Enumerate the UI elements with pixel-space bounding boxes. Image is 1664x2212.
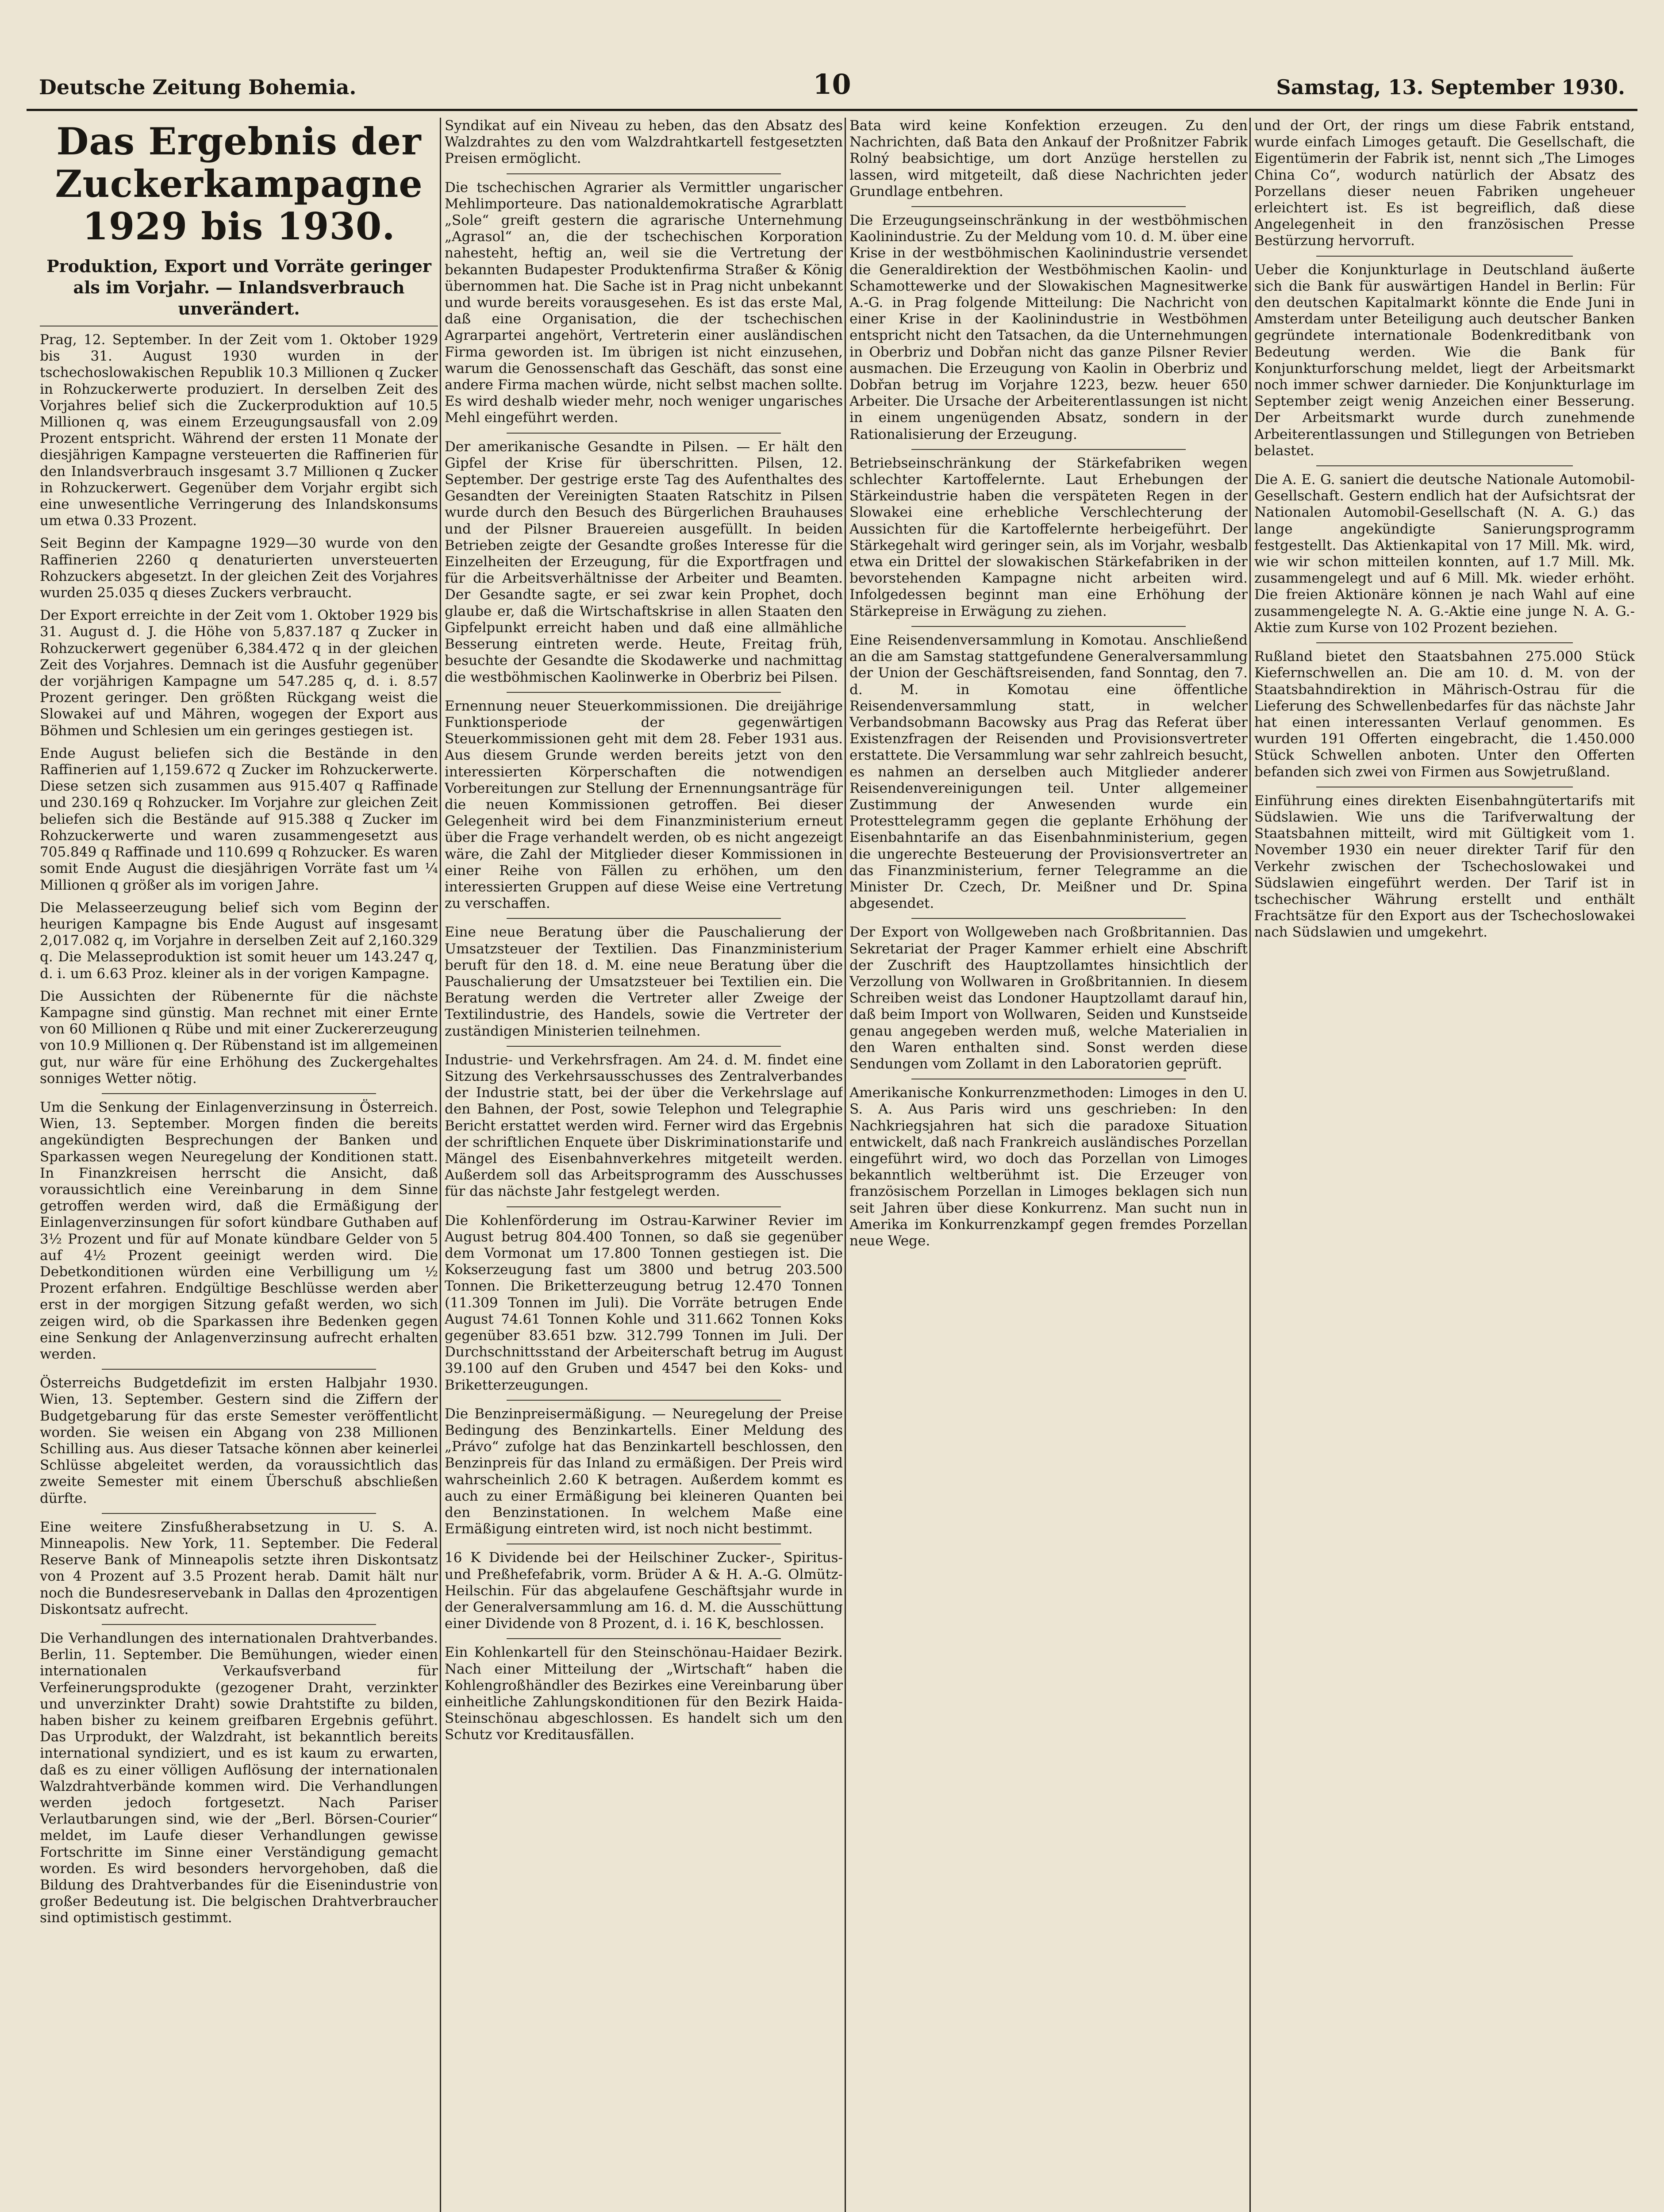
page-number: 10 [813,68,851,100]
news-item: 16 K Dividende bei der Heilschiner Zucker-, Spiritus- und Preßhefefabrik, vorm. Brüder A & H. A.-G. Olmütz-Heilschin. Für das abgelaufene Geschäftsjahr wurde in der Generalversammlung am 16. d. M. die Ausschüttung einer Dividende von 8 Prozent, d. i. 16 K, beschlossen. [445,1550,843,1632]
rule [1316,465,1573,466]
rule [911,626,1186,627]
column-divider [440,118,441,2212]
news-item: Die Benzinpreisermäßigung. — Neuregelung der Preise Bedingung des Benzinkartells. Einer Meldung des „Právo“ zufolge hat das Benzinkartell beschlossen, den Benzinpreis für das Inland zu ermäßigen. Der Preis wird wahrscheinlich 2.60 K betragen. Außerdem kommt es auch zu einer Ermäßigung bei kleineren Quanten bei den Benzinstationen. In welchem Maße eine Ermäßigung eintreten wird, ist noch nicht bestimmt. [445,1406,843,1537]
news-item: Der amerikanische Gesandte in Pilsen. — Er hält den Gipfel der Krise für überschritten. Pilsen, 12. September. Der gestrige erste Tag des Aufenthaltes des Gesandten der Vereinigten Staaten Ratschitz in Pilsen wurde durch den Besuch des Bürgerlichen Brauhauses und der Pilsner Brauereien ausgefüllt. In beiden Betrieben zeigte der Gesandte großes Interesse für die Einzelheiten der Erzeugung, für die Exportfragen und für die Arbeitsverhältnisse der Arbeiter und Beamten. Der Gesandte sagte, er sei zwar kein Prophet, doch glaube er, daß die Wirtschaftskrise in allen Staaten den Gipfelpunkt erreicht haben und daß eine allmähliche Besserung eintreten werde. Heute, Freitag früh, besuchte der Gesandte die Skodawerke und nachmittag die westböhmischen Kaolinwerke in Oberbriz bei Pilsen. [445,438,843,685]
rule [507,433,781,434]
news-item: Eine weitere Zinsfußherabsetzung in U. S. A. Minneapolis. New York, 11. September. Die Federal Reserve Bank of Minneapolis setzte ihren Diskontsatz von 4 Prozent auf 3.5 Prozent herab. Damit hält nur noch die Bundesreservebank in Dallas den 4prozentigen Diskontsatz aufrecht. [40,1519,438,1617]
news-item: Bata wird keine Konfektion erzeugen. Zu den Nachrichten, daß Bata den Ankauf der Proßnitzer Fabrik Rolný beabsichtige, um dort Anzüge herstellen zu lassen, wird mitgeteilt, daß diese Nachrichten jeder Grundlage entbehren. [849,118,1248,200]
news-item: Eine Reisendenversammlung in Komotau. Anschließend an die am Samstag stattgefundene Generalversammlung der Union der Geschäftsreisenden, fand Sonntag, den 7. d. M. in Komotau eine öffentliche Reisendenversammlung statt, in welcher Verbandsobmann Bacowsky aus Prag das Referat über Existenzfragen der Reisenden und Provisionsvertreter erstattete. Die Versammlung war sehr zahlreich besucht, es nahmen an derselben auch Mitglieder anderer Reisendenvereinigungen teil. Unter allgemeiner Zustimmung der Anwesenden wurde ein Protesttelegramm gegen die geplante Erhöhung der Eisenbahntarife an das Eisenbahnministerium, gegen die ungerechte Besteuerung der Provisionsvertreter an das Finanzministerium, ferner Telegramme an die Minister Dr. Czech, Dr. Meißner und Dr. Spina abgesendet. [849,632,1248,912]
news-item: Industrie- und Verkehrsfragen. Am 24. d. M. findet eine Sitzung des Verkehrsausschusses des Zentralverbandes der Industrie statt, bei der über die Verkehrslage auf den Bahnen, der Post, sowie Telephon und Telegraphie Bericht erstattet werden wird. Ferner wird das Ergebnis der schriftlichen Enquete über Diskriminationstarife und Mängel des Eisenbahnverkehres mitgeteilt werden. Außerdem soll das Arbeitsprogramm des Ausschusses für das nächste Jahr festgelegt werden. [445,1052,843,1200]
column-divider [845,118,846,2212]
rule [102,1513,376,1514]
article-paragraph: Ende August beliefen sich die Bestände in den Raffinerien auf 1,159.672 q Zucker im Rohzuckerwerte. Diese setzen sich zusammen aus 915.407 q Raffinade und 230.169 q Rohzucker. Im Vorjahre zur gleichen Zeit beliefen sich die Bestände auf 915.388 q Zucker im Rohzuckerwerte und waren zusammengesetzt aus 705.849 q Raffinade und 110.699 q Rohzucker. Es waren somit Ende August die diesjährigen Vorräte fast um ¼ Millionen q größer als im vorigen Jahre. [40,745,438,893]
rule [507,1046,781,1047]
article-paragraph: Prag, 12. September. In der Zeit vom 1. Oktober 1929 bis 31. August 1930 wurden in der tschechoslowakischen Republik 10.3 Millionen q Zucker in Rohzuckerwerte produziert. In derselben Zeit des Vorjahres belief sich die Zuckerproduktion auf 10.5 Millionen q, was einem Erzeugungsausfall von 2.09 Prozent entspricht. Während der ersten 11 Monate der diesjährigen Kampagne versteuerten die Raffinerien für den Inlandsverbrauch insgesamt 3.7 Millionen q Zucker in Rohzuckerwert. Gegenüber dem Vorjahr ergibt sich eine unwesentliche Verringerung des Inlandskonsums um etwa 0.33 Prozent. [40,332,438,529]
news-item: Betriebseinschränkung der Stärkefabriken wegen schlechter Kartoffelernte. Laut Erhebungen der Stärkeindustrie haben die verspäteten Regen in der Slowakei eine erhebliche Verschlechterung der Aussichten für die Kartoffelernte herbeigeführt. Der Stärkegehalt wird geringer sein, als im Vorjahr, wesbalb etwa ein Drittel der slowakischen Stärkefabriken in der bevorstehenden Kampagne nicht arbeiten wird. Infolgedessen beginnt man eine Erhöhung der Stärkepreise in Erwägung zu ziehen. [849,455,1248,619]
rule [507,1400,781,1401]
article-paragraph: Die Melasseerzeugung belief sich vom Beginn der heurigen Kampagne bis Ende August auf insgesamt 2,017.082 q, im Vorjahre in derselben Zeit auf 2,160.329 q. Die Melasseproduktion ist somit heuer um 143.247 q, d. i. um 6.63 Proz. kleiner als in der vorigen Kampagne. [40,899,438,982]
rule [102,1624,376,1625]
news-item: und der Ort, der rings um diese Fabrik entstand, wurde einfach Limoges getauft. Die Gesellschaft, die Eigentümerin der Fabrik ist, nennt sich „The Limoges China Co“, wodurch natürlich der Absatz des Porzellans dieser neuen Fabriken ungeheuer erleichtert ist. Es ist begreiflich, daß diese Angelegenheit in den französischen Presse Bestürzung hervorruft. [1254,118,1635,249]
column-1 [40,118,438,2212]
rule [911,449,1186,450]
rule [507,1638,781,1639]
news-item: Rußland bietet den Staatsbahnen 275.000 Stück Kiefernschwellen an. Die am 10. d. M. von der Staatsbahndirektion in Mährisch-Ostrau für die Lieferung des Schwellenbedarfes für das nächste Jahr hat einen interessanten Verlauf genommen. Es wurden 191 Offerten eingebracht, die 1.450.000 Stück Schwellen anboten. Unter den Offerten befanden sich zwei von Firmen aus Sowjetrußland. [1254,649,1635,780]
rule [911,918,1186,919]
news-item: Syndikat auf ein Niveau zu heben, das den Absatz des Walzdrahtes zu den vom Walzdrahtkartell festgesetzten Preisen ermöglicht. [445,118,843,167]
news-item: Die Kohlenförderung im Ostrau-Karwiner Revier im August betrug 804.400 Tonnen, so daß sie gegenüber dem Vormonat um 17.800 Tonnen gestiegen ist. Die Kokserzeugung fast um 3800 und betrug 203.500 Tonnen. Die Briketterzeugung betrug 12.470 Tonnen (11.309 Tonnen im Juli). Die Vorräte betrugen Ende August 74.61 Tonnen Kohle und 311.662 Tonnen Koks gegenüber 83.651 bzw. 312.799 Tonnen im Juli. Der Durchschnittsstand der Arbeiterschaft betrug im August 39.100 auf den Gruben und 4547 bei den Koks- und Briketterzeugungen. [445,1212,843,1393]
news-item: Einführung eines direkten Eisenbahngütertarifs mit Südslawien. Wie uns die Tarifverwaltung der Staatsbahnen mitteilt, wird mit Gültigkeit vom 1. November 1930 ein neuer direkter Tarif für den Verkehr zwischen der Tschechoslowakei und Südslawien eingeführt werden. Der Tarif ist in tschechischer Währung erstellt und enthält Frachtsätze für den Export aus der Tschechoslowakei nach Südslawien und umgekehrt. [1254,792,1635,941]
news-item: Die Verhandlungen des internationalen Drahtverbandes. Berlin, 11. September. Die Bemühungen, wieder einen internationalen Verkaufsverband für Verfeinerungsprodukte (gezogener Draht, verzinkter und unverzinkter Draht) sowie Drahtstifte zu bilden, haben bisher zu keinem greifbaren Ergebnis geführt. Das Urprodukt, der Walzdraht, ist bekanntlich bereits international syndiziert, und es ist kaum zu erwarten, daß es zu einer völligen Auflösung der internationalen Walzdrahtverbände kommen wird. Die Verhandlungen werden jedoch fortgesetzt. Nach Pariser Verlautbarungen sind, wie der „Berl. Börsen-Courier“ meldet, im Laufe dieser Verhandlungen gewisse Fortschritte im Sinne einer Verständigung gemacht worden. Es wird besonders hervorgehoben, daß die Bildung des Drahtverbandes für die Eisenindustrie von großer Bedeutung ist. Die belgischen Drahtverbraucher sind optimistisch gestimmt. [40,1630,438,1926]
rule [507,1206,781,1207]
rule [102,1369,376,1370]
article-paragraph: Die Aussichten der Rübenernte für die nächste Kampagne sind günstig. Man rechnet mit einer Ernte von 60 Millionen q Rübe und mit einer Zuckererzeugung von 10.9 Millionen q. Der Rübenstand ist im allgemeinen gut, nur wäre für eine Erhöhung des Zuckergehaltes sonniges Wetter nötig. [40,988,438,1087]
issue-date: Samstag, 13. September 1930. [1276,75,1625,99]
article-paragraph: Der Export erreichte in der Zeit vom 1. Oktober 1929 bis 31. August d. J. die Höhe von 5,837.187 q Zucker in Rohzuckerwert gegenüber 6,384.472 q in der gleichen Zeit des Vorjahres. Demnach ist die Ausfuhr gegenüber der vorjährigen Kampagne um 547.285 q, d. i. 8.57 Prozent geringer. Den größten Rückgang weist die Slowakei auf und Mähren, wogegen der Export aus Böhmen und Schlesien um ein geringes gestiegen ist. [40,607,438,739]
column-divider [1249,118,1251,2212]
column-2 [445,118,843,2212]
newspaper-name: Deutsche Zeitung Bohemia. [39,75,357,99]
news-item: Amerikanische Konkurrenzmethoden: Limoges in den U. S. A. Aus Paris wird uns geschrieben: In den Nachkriegsjahren hat sich die paradoxe Situation entwickelt, daß nach Frankreich ausländisches Porzellan eingeführt wird, wo doch das Porzellan von Limoges bekanntlich weltberühmt ist. Die Erzeuger von französischem Porzellan in Limoges beklagen sich nun seit Jahren über diese Konkurrenz. Man sucht nun in Amerika im Konkurrenzkampf gegen fremdes Porzellan neue Wege. [849,1085,1248,1249]
header-rule [27,109,1637,111]
column-3 [849,118,1248,2212]
rule [507,173,781,174]
news-item: Österreichs Budgetdefizit im ersten Halbjahr 1930. Wien, 13. September. Gestern sind die Ziffern der Budgetgebarung für das erste Semester veröffentlicht worden. Sie weisen ein Abgang von 238 Millionen Schilling aus. Aus dieser Tatsache können aber keinerlei Schlüsse abgeleitet werden, da voraussichtlich das zweite Semester mit einem Überschuß abschließen dürfte. [40,1375,438,1506]
page-header [27,66,1637,109]
news-item: Der Export von Wollgeweben nach Großbritannien. Das Sekretariat der Prager Kammer erhielt eine Abschrift der Zuschrift des Hauptzollamtes hinsichtlich der Verzollung von Wollwaren in Großbritannien. In diesem Schreiben weist das Londoner Hauptzollamt darauf hin, daß beim Import von Wollwaren, Seiden und Kunstseide genau angegeben werden muß, welche Materialien in den Waren enthalten sind. Sonst werden diese Sendungen vom Zollamt in den Laboratorien geprüft. [849,924,1248,1072]
rule [507,692,781,693]
article-paragraph: Seit Beginn der Kampagne 1929—30 wurde von den Raffinerien 2260 q denaturierten unversteuerten Rohzuckers abgesetzt. In der gleichen Zeit des Vorjahres wurden 25.035 q dieses Zuckers verbraucht. [40,535,438,601]
rule [507,918,781,919]
news-item: Die Erzeugungseinschränkung in der westböhmischen Kaolinindustrie. Zu der Meldung vom 10. d. M. über eine Krise in der westböhmischen Kaolinindustrie versendet die Generaldirektion der Westböhmischen Kaolin- und Schamottewerke und der Slowakischen Magnesitwerke A.-G. in Prag folgende Mitteilung: Die Nachricht von einer Krise in der Kaolinindustrie in Westböhmen entspricht nicht den Tatsachen, da die Unternehmungen in Oberbriz und Dobřan nicht das ganze Pilsner Revier ausmachen. Die Erzeugung von Kaolin in Oberbriz und Dobřan betrug im Vorjahre 1223, bezw. heuer 650 Arbeiter. Die Ursache der Arbeiterentlassungen ist nicht in einem ungenügenden Absatz, sondern in der Rationalisierung der Erzeugung. [849,212,1248,442]
columns [27,118,1637,2212]
news-item: Ernennung neuer Steuerkommissionen. Die dreijährige Funktionsperiode der gegenwärtigen Steuerkommissionen geht mit dem 28. Feber 1931 aus. Aus diesem Grunde werden bereits jetzt von den interessierten Körperschaften die notwendigen Vorbereitungen zur Stellung der Ernennungsanträge für die neuen Kommissionen getroffen. Bei dieser Gelegenheit wird bei dem Finanzministerium erneut über die Frage verhandelt werden, ob es nicht angezeigt wäre, die Zahl der Mitglieder dieser Kommissionen in einer Reihe von Fällen zu erhöhen, um den interessierten Gruppen auf diese Weise eine Vertretung zu verschaffen. [445,698,843,912]
news-item: Um die Senkung der Einlagenverzinsung in Österreich. Wien, 13. September. Morgen finden die bereits angekündigten Besprechungen der Banken und Sparkassen wegen Neuregelung der Konditionen statt. In Finanzkreisen herrscht die Ansicht, daß voraussichtlich eine Vereinbarung in dem Sinne getroffen werden wird, daß die Ermäßigung der Einlagenverzinsungen für sofort kündbare Guthaben auf 3½ Prozent und für auf Monate kündbare Gelder von 5 auf 4½ Prozent geeinigt werden wird. Die Debetkonditionen würden eine Verbilligung um ½ Prozent erfahren. Endgültige Beschlüsse werden aber erst in der morgigen Sitzung gefaßt werden, wo sich zeigen wird, ob die Sparkassen ihre Bedenken gegen eine Senkung der Anlagenverzinsung aufrecht erhalten werden. [40,1099,438,1362]
column-4 [1254,118,1635,2212]
main-headline: Das Ergebnis der Zuckerkampagne 1929 bis 1930. [55,119,423,248]
rule [1316,256,1573,257]
news-item: Die A. E. G. saniert die deutsche Nationale Automobil-Gesellschaft. Gestern endlich hat der Aufsichtsrat der Nationalen Automobil-Gesellschaft (N. A. G.) das lange angekündigte Sanierungsprogramm festgestellt. Das Aktienkapital von 17 Mill. Mk. wird, wie wir schon mitteilen konnten, auf 1.7 Mill. Mk. zusammengelegt und auf 6 Mill. Mk. wieder erhöht. Die freien Aktionäre können je nach Wahl auf eine zusammengelegte N. A. G.-Aktie eine junge N. A. G.-Aktie zum Kurse von 102 Prozent beziehen. [1254,472,1635,636]
main-subheadline: Produktion, Export und Vorräte geringer als im Vorjahr. — Inlandsverbrauch unverändert. [46,256,431,319]
rule [102,1093,376,1094]
news-item: Eine neue Beratung über die Pauschalierung der Umsatzsteuer der Textilien. Das Finanzministerium beruft für den 18. d. M. eine neue Beratung über die Pauschalierung der Umsatzsteuer bei Textilien ein. Die Beratung werden die Vertreter aller Zweige der Textilindustrie, des Handels, sowie die Vertreter der zuständigen Ministerien teilnehmen. [445,924,843,1039]
rule [911,206,1186,207]
news-item: Die tschechischen Agrarier als Vermittler ungarischer Mehlimporteure. Das nationaldemokratische Agrarblatt „Sole“ greift gestern die agrarische Unternehmung „Agrasol“ an, die der tschechischen Korporation nahesteht, heftig an, weil sie die Vertretung der bekannten Budapester Produktenfirma Straßer & König übernommen hat. Die Sache ist in Prag nicht unbekannt und wurde bereits vorausgesehen. Es ist das erste Mal, daß eine Organisation, die der tschechischen Agrarpartei angehört, Vertreterin einer ausländischen Firma geworden ist. Im übrigen ist nicht einzusehen, warum die Genossenschaft das Geschäft, das sonst eine andere Firma machen würde, nicht selbst machen sollte. Es wird deshalb wieder mehr, noch weniger ungarisches Mehl eingeführt werden. [445,179,843,426]
rule [1316,642,1573,643]
news-item: Ein Kohlenkartell für den Steinschönau-Haidaer Bezirk. Nach einer Mitteilung der „Wirtschaft“ haben die Kohlengroßhändler des Bezirkes eine Vereinbarung über einheitliche Zahlungskonditionen für den Bezirk Haida-Steinschönau abgeschlossen. Es handelt sich um den Schutz vor Kreditausfällen. [445,1644,843,1743]
news-item: Ueber die Konjunkturlage in Deutschland äußerte sich die Bank für auswärtigen Handel in Berlin: Für den deutschen Kapitalmarkt könnte die Ende Juni in Amsterdam unter Beteiligung auch deutscher Banken gegründete internationale Bodenkreditbank von Bedeutung werden. Wie die Bank für Konjunkturforschung meldet, liegt der Arbeitsmarkt noch immer schwer darnieder. Die Konjunkturlage im September zeigt wenig Anzeichen einer Besserung. Der Arbeitsmarkt wurde durch zunehmende Arbeiterentlassungen und Stillegungen von Betrieben belastet. [1254,261,1635,459]
